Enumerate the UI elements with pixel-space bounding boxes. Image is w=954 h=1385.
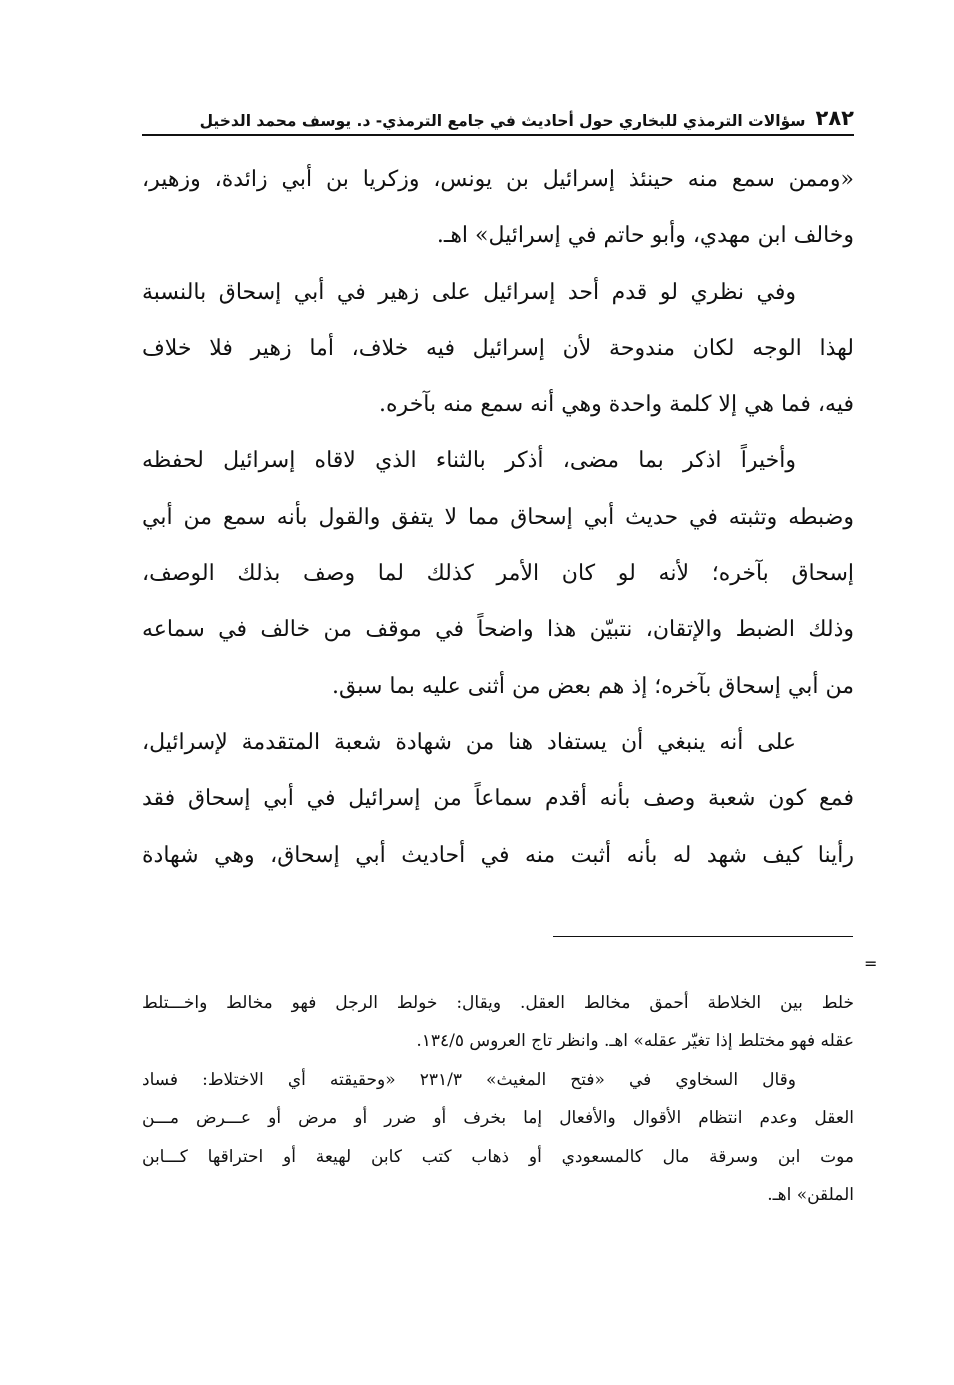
text-line: فيه، فما هي إلا كلمة واحدة وهي أنه سمع منه بآخره.: [379, 392, 854, 418]
footnote-line: موت ابن وسرقة مال كالمسعودي أو ذهاب كتب كابن لهيعة أو احتراقها كـــابن: [142, 1146, 854, 1167]
text-line: وفي نظري لو قدم أحد إسرائيل على زهير في أبي إسحاق بالنسبة: [142, 279, 796, 305]
footnote-line: خلط بين الخلاطة أحمق مخالط العقل. ويقال: خولط الرجل فهو مخالط واخـــتلط: [142, 993, 854, 1013]
text-line: وأخيراً اذكر بما مضى، أذكر بالثناء الذي لاقاه إسرائيل لحفظه: [142, 448, 796, 474]
text-line: وذلك الضبط والإتقان، نتبيّن هذا واضحاً في موقف من خالف في سماعه: [142, 617, 854, 643]
footnote-divider: [553, 936, 853, 937]
footnote-line: الملقن» اهـ.: [767, 1184, 854, 1205]
text-line: لهذا الوجه لكان مندوحة لأن إسرائيل فيه خلاف، أما زهير فلا خلاف: [142, 335, 854, 361]
text-line: على أنه ينبغي أن يستفاد هنا من شهادة شعبة المتقدمة لإسرائيل،: [142, 729, 796, 755]
footnotes: [142, 984, 854, 1214]
text-line: من أبي إسحاق بآخره؛ إذ هم بعض من أثنى عليه بما سبق.: [331, 673, 854, 699]
text-line: وخالف ابن مهدي، وأبو حاتم في إسرائيل» اهـ.: [436, 223, 854, 249]
running-title: سؤالات الترمذي للبخاري حول أحاديث في جامع الترمذي- د. يوسف محمد الدخيل: [199, 112, 806, 130]
footnote-line: وقال السخاوي في «فتح المغيث» ٢٣١/٣ «وحقيقته أي الاختلاط: فساد: [142, 1069, 796, 1090]
text-line: فمع كون شعبة وصف بأنه أقدم سماعاً من إسرائيل في أبي إسحاق فقد: [142, 786, 854, 812]
footnote-line: عقله فهو مختلط إذا تغيّر عقله» اهـ. وانظر تاج العروس ١٣٤/٥.: [416, 1031, 854, 1052]
main-text: [142, 152, 854, 884]
text-line: إسحاق بآخره؛ لأنه لو كان الأمر كذلك لما وصف بذلك الوصف،: [142, 561, 854, 587]
text-line: رأينا كيف شهد له بأنه أثبت منه في أحاديث أبي إسحاق، وهي شهادة: [142, 842, 854, 868]
text-line: وضبطه وتثبته في حديث أبي إسحاق مما لا يتفق والقول بأنه سمع من أبي: [142, 504, 854, 530]
footnote-continuation-mark: =: [864, 954, 878, 973]
page-number: ٢٨٢: [815, 106, 854, 130]
footnote-line: العقل وعدم انتظام الأقوال والأفعال إما بخرف أو ضرر أو مرض أو عـــرض مـــن: [142, 1108, 854, 1129]
text-line: «وممن سمع منه حينئذ إسرائيل بن يونس، وزكريا بن أبي زائدة، وزهير،: [142, 167, 854, 192]
page-header: [142, 92, 854, 136]
